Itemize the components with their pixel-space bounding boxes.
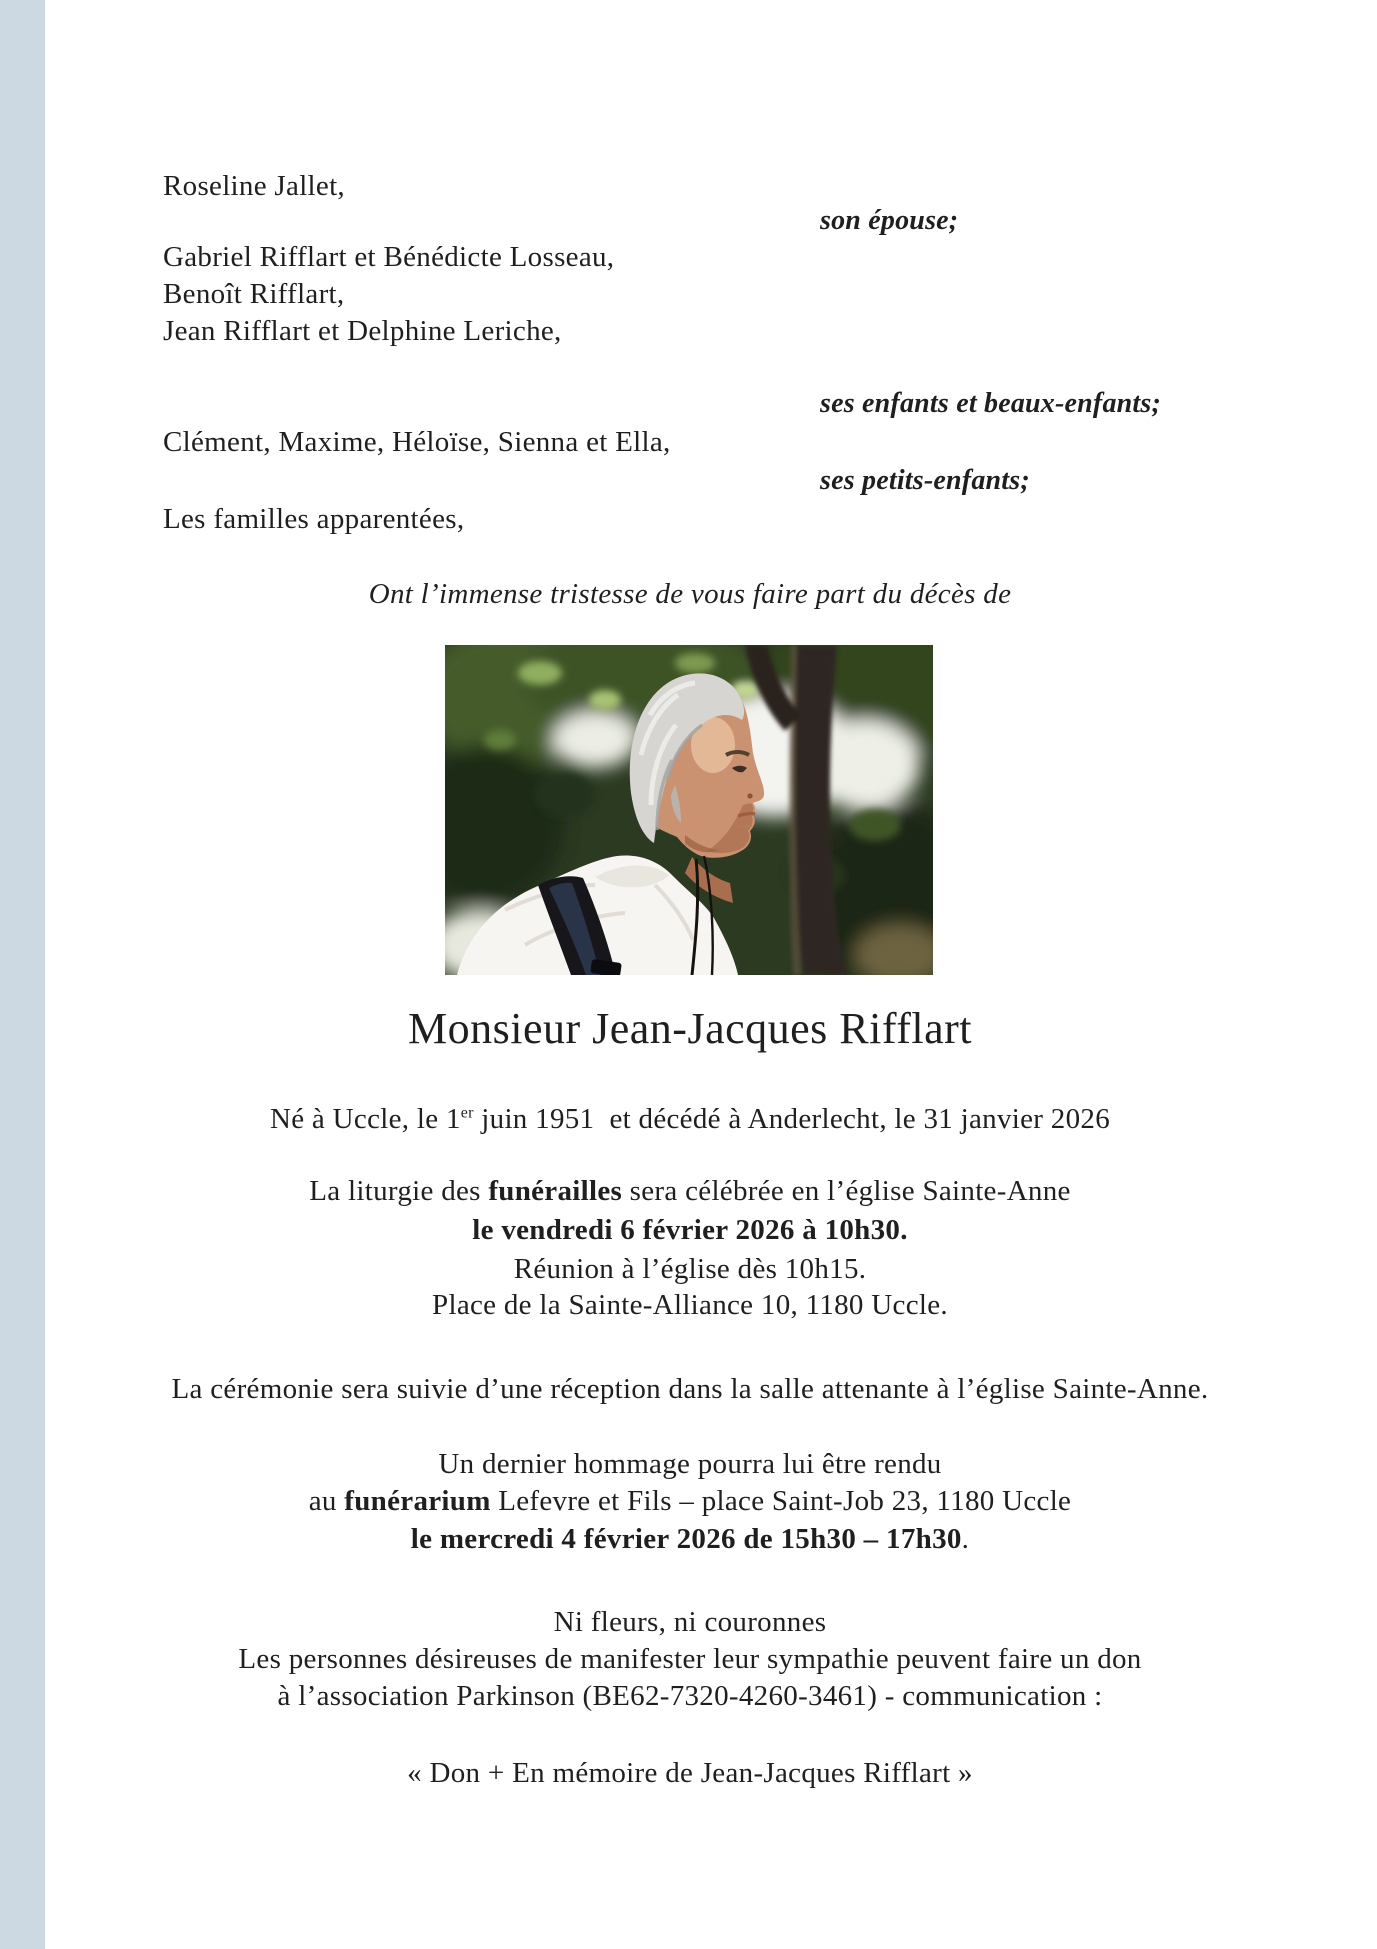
donation-line-3: à l’association Parkinson (BE62-7320-4260-3461) - communication :: [277, 1680, 1103, 1712]
liturgy-post: sera célébrée en l’église Sainte-Anne: [622, 1175, 1071, 1207]
grandchildren-line: Clément, Maxime, Héloïse, Sienna et Ella,: [163, 426, 671, 458]
spouse-name-line: Roseline Jallet,: [163, 170, 345, 202]
spouse-role-label: son épouse;: [820, 205, 959, 236]
families-line: Les familles apparentées,: [163, 503, 465, 535]
funeral-date-line: le vendredi 6 février 2026 à 10h30.: [472, 1214, 908, 1246]
tribute-date-post: .: [961, 1523, 970, 1555]
birth-death-post: juin 1951 et décédé à Anderlecht, le 31 janvier 2026: [473, 1103, 1111, 1135]
tribute-date-bold: le mercredi 4 février 2026 de 15h30 – 17h30: [410, 1523, 962, 1555]
birth-death-ordinal: er: [460, 1104, 474, 1122]
tribute-bold: funérarium: [344, 1485, 491, 1517]
child-line-2: Benoît Rifflart,: [163, 278, 345, 310]
tribute-pre: au: [308, 1485, 345, 1517]
tribute-line-3: [45, 1520, 1335, 1558]
photo-illustration: [445, 645, 933, 975]
reception-line: La cérémonie sera suivie d’une réception dans la salle attenante à l’église Sainte-Anne.: [171, 1373, 1209, 1405]
tribute-line-2: [45, 1482, 1335, 1520]
content-area: [45, 0, 1335, 1949]
birth-death-line: [45, 1100, 1335, 1138]
no-flowers-line: Ni fleurs, ni couronnes: [553, 1606, 827, 1638]
child-line-1: Gabriel Rifflart et Bénédicte Losseau,: [163, 241, 615, 273]
grandchildren-role-label: ses petits-enfants;: [820, 465, 1030, 496]
announcement-intro: Ont l’immense tristesse de vous faire part du décès de: [368, 578, 1012, 610]
child-line-3: Jean Rifflart et Delphine Leriche,: [163, 315, 562, 347]
tribute-post: Lefevre et Fils – place Saint-Job 23, 1180 Uccle: [490, 1485, 1072, 1517]
liturgy-bold: funérailles: [488, 1175, 623, 1207]
donation-memo-line: « Don + En mémoire de Jean-Jacques Rifflart »: [407, 1757, 973, 1789]
liturgy-line: [45, 1172, 1335, 1210]
tribute-line-1: Un dernier hommage pourra lui être rendu: [438, 1448, 942, 1480]
liturgy-pre: La liturgie des: [309, 1175, 489, 1207]
deceased-name-title: Monsieur Jean-Jacques Rifflart: [407, 1004, 973, 1053]
church-address-line: Place de la Sainte-Alliance 10, 1180 Uccle.: [432, 1289, 948, 1321]
meeting-line: Réunion à l’église dès 10h15.: [513, 1253, 867, 1285]
children-role-label: ses enfants et beaux-enfants;: [820, 388, 1162, 419]
birth-death-pre: Né à Uccle, le 1: [269, 1103, 461, 1135]
left-accent-band: [0, 0, 45, 1949]
deceased-photo: [445, 645, 933, 975]
donation-line-2: Les personnes désireuses de manifester leur sympathie peuvent faire un don: [238, 1643, 1142, 1675]
